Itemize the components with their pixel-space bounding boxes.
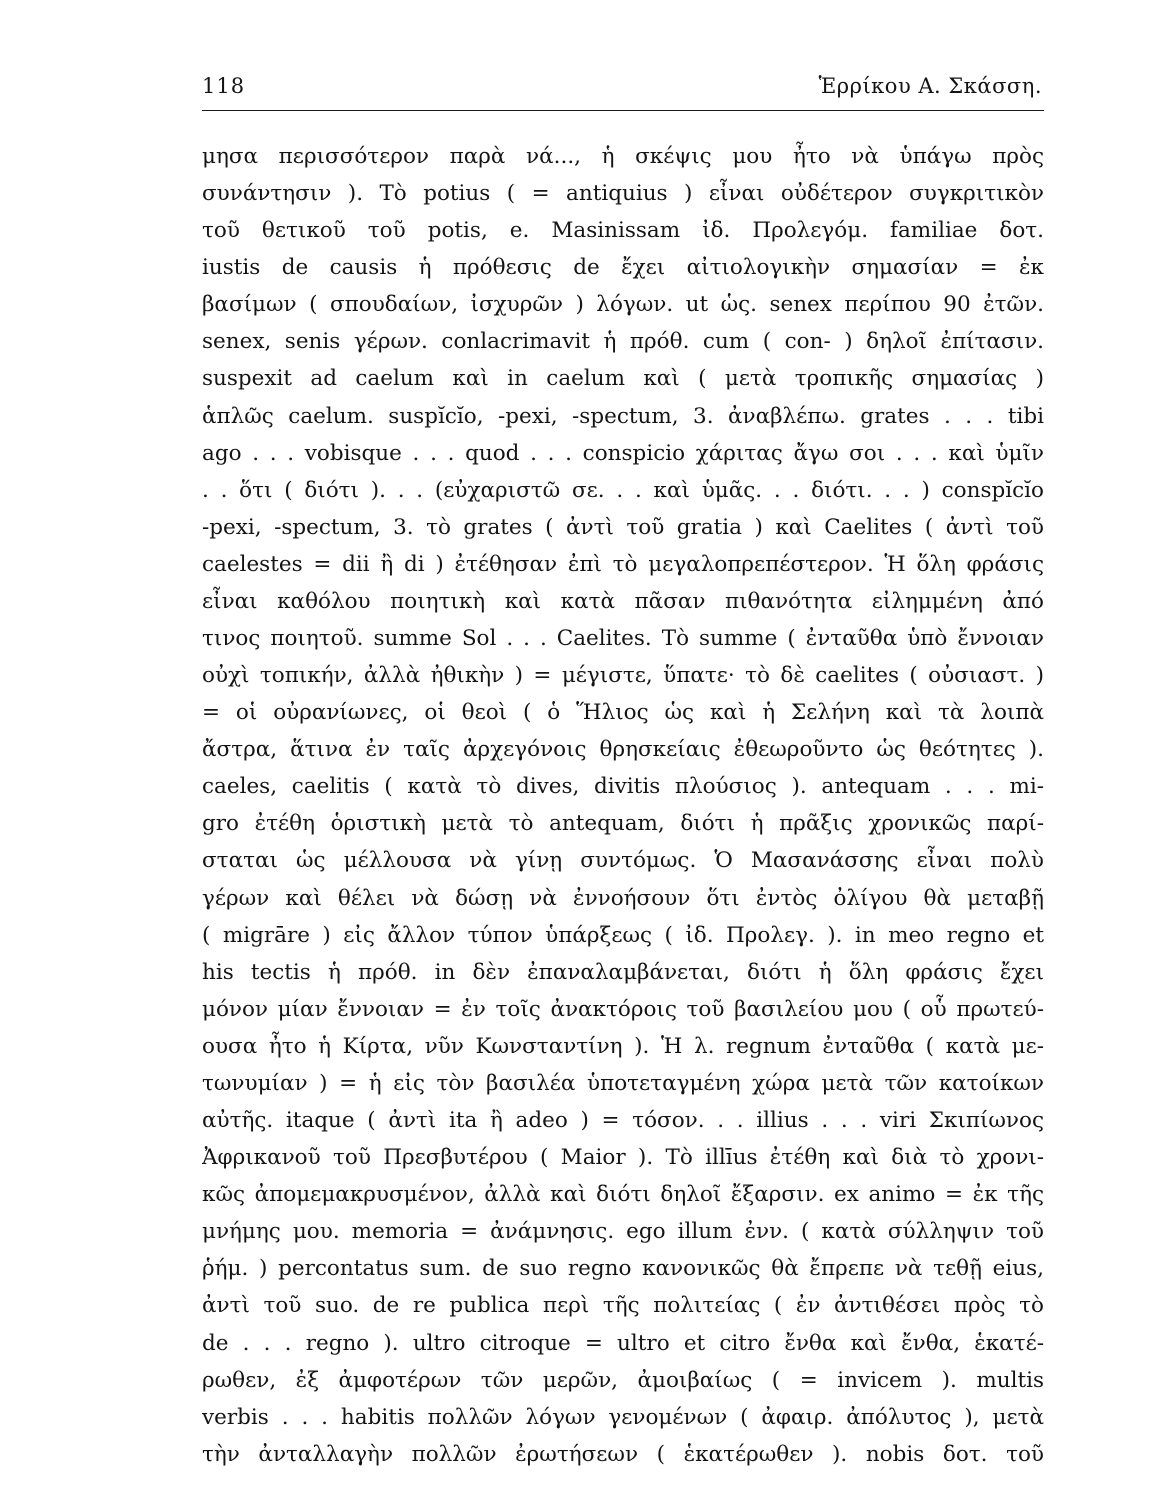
text-line: εἶναι καθόλου ποιητικὴ καὶ κατὰ πᾶσαν πιθανότητα εἰλημμένη ἀπό — [202, 588, 1044, 614]
text-line: verbis . . . habitis πολλῶν λόγων γενομένων ( ἀφαιρ. ἀπόλυτος ), μετὰ — [202, 1404, 1044, 1430]
text-line: συνάντησιν ). Τὸ potius ( = antiquius ) εἶναι οὐδέτερον συγκριτικὸν — [202, 181, 1044, 207]
text-line: αὐτῆς. itaque ( ἀντὶ ita ἢ adeo ) = τόσον. . . illius . . . viri Σκιπίωνος — [202, 1108, 1044, 1134]
text-line: ουσα ἦτο ἡ Κίρτα, νῦν Κωνσταντίνη ). Ἡ λ. regnum ἐνταῦθα ( κατὰ με- — [202, 1033, 1044, 1059]
text-line: γέρων καὶ θέλει νὰ δώσῃ νὰ ἐννοήσουν ὅτι ἐντὸς ὀλίγου θὰ μεταβῇ — [202, 885, 1044, 911]
header-rule — [202, 110, 1044, 111]
text-line: suspexit ad caelum καὶ in caelum καὶ ( μετὰ τροπικῆς σημασίας ) — [202, 366, 1044, 392]
text-line: ἁπλῶς caelum. suspĭcĭo, -pexi, -spectum, 3. ἀναβλέπω. grates . . . tibi — [202, 403, 1044, 429]
text-line: μνήμης μου. memoria = ἀνάμνησις. ego illum ἐνν. ( κατὰ σύλληψιν τοῦ — [202, 1219, 1044, 1245]
text-line: caelestes = dii ἢ di ) ἐτέθησαν ἐπὶ τὸ μεγαλοπρεπέστερον. Ἡ ὅλη φράσις — [202, 551, 1044, 577]
text-line: τοῦ θετικοῦ τοῦ potis, e. Masinissam ἰδ. Προλεγόμ. familiae δοτ. — [202, 218, 1044, 244]
text-line: his tectis ἡ πρόθ. in δὲν ἐπαναλαμβάνεται, διότι ἡ ὅλη φράσις ἔχει — [202, 959, 1044, 985]
body-text — [202, 138, 1044, 1473]
text-line: caeles, caelitis ( κατὰ τὸ dives, divitis πλούσιος ). antequam . . . mi- — [202, 774, 1044, 800]
text-line: iustis de causis ἡ πρόθεσις de ἔχει αἰτιολογικὴν σημασίαν = ἐκ — [202, 255, 1044, 281]
text-line: senex, senis γέρων. conlacrimavit ἡ πρόθ. cum ( con- ) δηλοῖ ἐπίτασιν. — [202, 329, 1044, 355]
text-line: τὴν ἀνταλλαγὴν πολλῶν ἐρωτήσεων ( ἑκατέρωθεν ). nobis δοτ. τοῦ — [202, 1441, 1044, 1467]
text-line: κῶς ἀπομεμακρυσμένον, ἀλλὰ καὶ διότι δηλοῖ ἔξαρσιν. ex animo = ἐκ τῆς — [202, 1182, 1044, 1208]
text-line: ῥήμ. ) percontatus sum. de suo regno κανονικῶς θὰ ἔπρεπε νὰ τεθῇ eius, — [202, 1256, 1044, 1282]
text-line: ἀντὶ τοῦ suo. de re publica περὶ τῆς πολιτείας ( ἐν ἀντιθέσει πρὸς τὸ — [202, 1293, 1044, 1319]
text-line: μόνον μίαν ἔννοιαν = ἐν τοῖς ἀνακτόροις τοῦ βασιλείου μου ( οὗ πρωτεύ- — [202, 996, 1044, 1022]
text-line: ( migrāre ) εἰς ἄλλον τύπον ὑπάρξεως ( ἰδ. Προλεγ. ). in meo regno et — [202, 922, 1044, 948]
text-line: ἄστρα, ἅτινα ἐν ταῖς ἀρχεγόνοις θρησκείαις ἐθεωροῦντο ὡς θεότητες ). — [202, 737, 1044, 763]
text-line: . . ὅτι ( διότι ). . . (εὐχαριστῶ σε. . . καὶ ὑμᾶς. . . διότι. . . ) conspĭcĭo — [202, 477, 1044, 503]
text-line: μησα περισσότερον παρὰ νά..., ἡ σκέψις μου ἦτο νὰ ὑπάγω πρὸς — [202, 144, 1044, 169]
text-line: gro ἐτέθη ὁριστικὴ μετὰ τὸ antequam, διότι ἡ πρᾶξις χρονικῶς παρί- — [202, 811, 1044, 837]
text-line: βασίμων ( σπουδαίων, ἰσχυρῶν ) λόγων. ut ὡς. senex περίπου 90 ἐτῶν. — [202, 292, 1044, 318]
text-line: Ἀφρικανοῦ τοῦ Πρεσβυτέρου ( Maior ). Τὸ illīus ἐτέθη καὶ διὰ τὸ χρονι- — [202, 1145, 1044, 1171]
text-line: τωνυμίαν ) = ἡ εἰς τὸν βασιλέα ὑποτεταγμένη χώρα μετὰ τῶν κατοίκων — [202, 1070, 1044, 1096]
text-line: ago . . . vobisque . . . quod . . . conspicio χάριτας ἄγω σοι . . . καὶ ὑμῖν — [202, 440, 1044, 466]
text-line: -pexi, -spectum, 3. τὸ grates ( ἀντὶ τοῦ gratia ) καὶ Caelites ( ἀντὶ τοῦ — [202, 514, 1044, 540]
text-line: οὐχὶ τοπικήν, ἀλλὰ ἠθικὴν ) = μέγιστε, ὕπατε· τὸ δὲ caelites ( οὐσιαστ. ) — [202, 663, 1044, 689]
running-title: Ἑρρίκου Α. Σκάσση. — [818, 74, 1042, 98]
text-line: ρωθεν, ἐξ ἀμφοτέρων τῶν μερῶν, ἀμοιβαίως ( = invicem ). multis — [202, 1367, 1044, 1393]
text-line: = οἱ οὐρανίωνες, οἱ θεοὶ ( ὁ Ἥλιος ὡς καὶ ἡ Σελήνη καὶ τὰ λοιπὰ — [202, 700, 1044, 726]
text-line: τινος ποιητοῦ. summe Sol . . . Caelites. Τὸ summe ( ἐνταῦθα ὑπὸ ἔννοιαν — [202, 626, 1044, 652]
text-line: σταται ὡς μέλλουσα νὰ γίνῃ συντόμως. Ὁ Μασανάσσης εἶναι πολὺ — [202, 848, 1044, 874]
page-number: 118 — [202, 74, 246, 98]
text-line: de . . . regno ). ultro citroque = ultro et citro ἔνθα καὶ ἔνθα, ἑκατέ- — [202, 1330, 1044, 1356]
